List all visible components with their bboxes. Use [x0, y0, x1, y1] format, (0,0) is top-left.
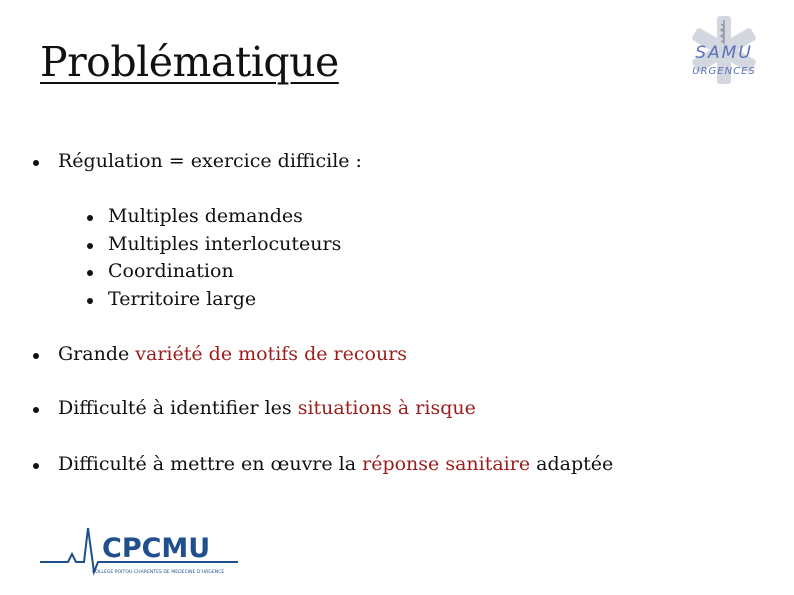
bullet-situations [58, 394, 476, 422]
samu-logo [684, 14, 764, 86]
sub-bullet [108, 202, 303, 230]
bullet-dot [87, 243, 93, 249]
cpcmu-logo [38, 524, 243, 576]
sub-bullet-text: Territoire large [108, 288, 257, 310]
cpcmu-logo-name: CPCMU [102, 533, 211, 564]
slide-title: Problématique [40, 38, 339, 86]
bullet-highlight: variété de motifs de recours [135, 343, 408, 365]
bullet-dot [87, 270, 93, 276]
sub-bullet [108, 285, 256, 313]
bullet-dot [33, 463, 39, 469]
bullet-text: Régulation = exercice difficile : [58, 150, 362, 172]
bullet-text: Difficulté à mettre en œuvre la [58, 453, 363, 475]
bullet-reponse [58, 450, 613, 478]
bullet-dot [87, 298, 93, 304]
bullet-regulation [58, 147, 362, 175]
sub-bullet [108, 257, 234, 285]
bullet-dot [33, 407, 39, 413]
bullet-dot [87, 215, 93, 221]
bullet-dot [33, 353, 39, 359]
sub-bullet [108, 230, 341, 258]
sub-bullet-text: Coordination [108, 260, 234, 282]
samu-logo-word: SAMU [695, 43, 753, 63]
samu-logo-subword: URGENCES [692, 66, 756, 77]
bullet-highlight: réponse sanitaire [362, 453, 531, 475]
bullet-text-after: adaptée [530, 453, 614, 475]
bullet-text: Grande [58, 343, 136, 365]
bullet-variete [58, 340, 407, 368]
bullet-text: Difficulté à identifier les [58, 397, 298, 419]
bullet-dot [33, 160, 39, 166]
bullet-highlight: situations à risque [297, 397, 476, 419]
sub-bullet-text: Multiples demandes [108, 205, 303, 227]
sub-bullet-text: Multiples interlocuteurs [108, 233, 342, 255]
cpcmu-logo-tagline: COLLEGE POITOU-CHARENTES DE MEDECINE D'URGENCE [92, 570, 225, 575]
